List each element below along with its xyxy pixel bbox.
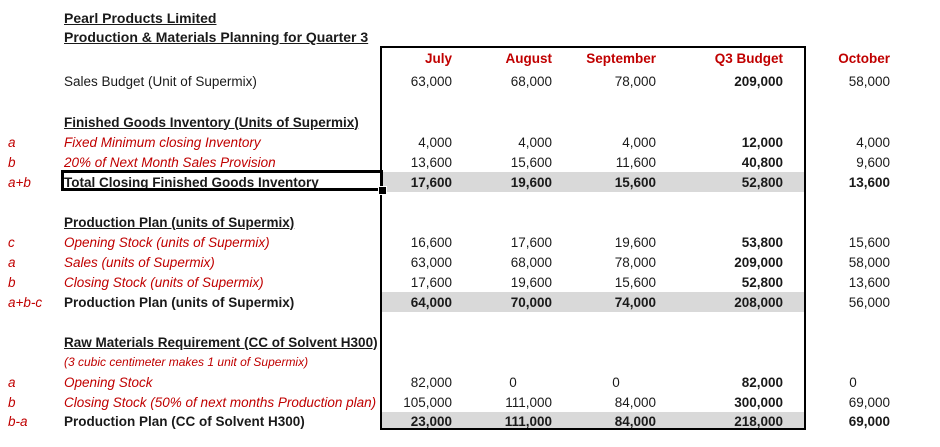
production-plan-section-header[interactable]: Production Plan (units of Supermix) — [64, 214, 295, 230]
cell-pp-b-september[interactable]: 15,600 — [614, 274, 656, 290]
formula-letter[interactable]: b — [8, 274, 16, 290]
pp-opening-stock-label[interactable]: Opening Stock (units of Supermix) — [64, 234, 270, 250]
cell-sales-september[interactable]: 78,000 — [614, 73, 656, 89]
pp-row-a — [0, 252, 940, 272]
pp-total-label[interactable]: Production Plan (units of Supermix) — [64, 294, 295, 310]
cell-rm-a-july[interactable]: 82,000 — [410, 374, 452, 390]
cell-fg-b-september[interactable]: 11,600 — [615, 154, 656, 170]
cell-pp-c-october[interactable]: 15,600 — [848, 234, 890, 250]
cell-rm-total-september[interactable]: 84,000 — [564, 412, 668, 430]
spacer-row — [0, 92, 940, 112]
fg-provision-label[interactable]: 20% of Next Month Sales Provision — [64, 154, 276, 170]
cell-rm-b-september[interactable]: 84,000 — [614, 394, 656, 410]
report-title: Production & Materials Planning for Quarter 3 — [64, 29, 369, 45]
production-plan-header-row — [0, 212, 940, 232]
fg-row-a — [0, 132, 940, 152]
cell-fg-a-july[interactable]: 4,000 — [418, 134, 452, 150]
cell-sales-august[interactable]: 68,000 — [510, 73, 552, 89]
rm-opening-stock-label[interactable]: Opening Stock — [64, 374, 153, 390]
cell-pp-b-august[interactable]: 19,600 — [510, 274, 552, 290]
raw-materials-note-row — [0, 352, 940, 372]
title-row-2 — [0, 28, 940, 46]
cell-pp-c-september[interactable]: 19,600 — [614, 234, 656, 250]
formula-letter[interactable]: c — [8, 234, 15, 250]
cell-rm-total-october[interactable]: 69,000 — [848, 413, 890, 429]
cell-rm-total-july[interactable]: 23,000 — [380, 412, 462, 430]
cell-pp-a-july[interactable]: 63,000 — [410, 254, 452, 270]
column-header-august[interactable]: August — [505, 50, 552, 66]
cell-rm-total-q3[interactable]: 218,000 — [668, 412, 806, 430]
cell-rm-a-q3[interactable]: 82,000 — [741, 374, 783, 390]
cell-fg-b-july[interactable]: 13,600 — [410, 154, 452, 170]
fg-total-label-selected-cell[interactable]: Total Closing Finished Goods Inventory — [64, 174, 319, 190]
cell-pp-total-q3[interactable]: 208,000 — [668, 292, 806, 312]
cell-sales-october[interactable]: 58,000 — [848, 73, 890, 89]
cell-rm-b-q3[interactable]: 300,000 — [734, 394, 783, 410]
column-header-october[interactable]: October — [838, 50, 890, 66]
cell-pp-c-july[interactable]: 16,600 — [410, 234, 452, 250]
rm-total-label[interactable]: Production Plan (CC of Solvent H300) — [64, 413, 305, 429]
pp-row-c — [0, 232, 940, 252]
cell-pp-c-august[interactable]: 17,600 — [510, 234, 552, 250]
column-header-july[interactable]: July — [424, 50, 452, 66]
cell-rm-total-august[interactable]: 111,000 — [462, 412, 564, 430]
finished-goods-section-header[interactable]: Finished Goods Inventory (Units of Supermix) — [64, 114, 359, 130]
cell-fg-a-q3[interactable]: 12,000 — [741, 134, 783, 150]
raw-materials-section-header[interactable]: Raw Materials Requirement (CC of Solvent H300) — [64, 334, 378, 350]
cell-fg-total-october[interactable]: 13,600 — [848, 174, 890, 190]
pp-closing-stock-label[interactable]: Closing Stock (units of Supermix) — [64, 274, 264, 290]
formula-letter[interactable]: a+b-c — [8, 294, 43, 310]
rm-row-b — [0, 392, 940, 412]
fg-total-row — [0, 172, 940, 192]
cell-rm-b-july[interactable]: 105,000 — [403, 394, 452, 410]
column-header-september[interactable]: September — [586, 50, 656, 66]
cell-fg-b-october[interactable]: 9,600 — [856, 154, 890, 170]
column-header-row — [0, 46, 940, 70]
cell-rm-b-october[interactable]: 69,000 — [848, 394, 890, 410]
fg-row-b — [0, 152, 940, 172]
raw-materials-header-row — [0, 332, 940, 352]
cell-fg-b-q3[interactable]: 40,800 — [741, 154, 783, 170]
formula-letter[interactable]: b — [8, 154, 16, 170]
cell-fg-total-q3[interactable]: 52,800 — [668, 172, 806, 192]
cell-pp-total-october[interactable]: 56,000 — [848, 294, 890, 310]
cell-rm-a-august[interactable]: 0 — [509, 374, 517, 390]
cell-pp-a-october[interactable]: 58,000 — [848, 254, 890, 270]
rm-total-row — [0, 412, 940, 430]
formula-letter[interactable]: a — [8, 134, 16, 150]
cell-pp-a-q3[interactable]: 209,000 — [734, 254, 783, 270]
cell-pp-total-september[interactable]: 74,000 — [564, 292, 668, 312]
rm-closing-stock-label[interactable]: Closing Stock (50% of next months Production plan) — [64, 394, 377, 410]
sales-budget-row — [0, 70, 940, 92]
cell-fg-total-august[interactable]: 19,600 — [462, 172, 564, 192]
title-row-1 — [0, 8, 940, 28]
company-title: Pearl Products Limited — [64, 10, 217, 26]
fg-fixed-min-label[interactable]: Fixed Minimum closing Inventory — [64, 134, 261, 150]
cell-pp-total-august[interactable]: 70,000 — [462, 292, 564, 312]
cell-fg-a-august[interactable]: 4,000 — [518, 134, 552, 150]
cell-fg-a-september[interactable]: 4,000 — [622, 134, 656, 150]
pp-row-b — [0, 272, 940, 292]
cell-pp-a-september[interactable]: 78,000 — [614, 254, 656, 270]
pp-sales-label[interactable]: Sales (units of Supermix) — [64, 254, 215, 270]
spacer-row — [0, 192, 940, 212]
cell-pp-c-q3[interactable]: 53,800 — [741, 234, 783, 250]
cell-fg-b-august[interactable]: 15,600 — [510, 154, 552, 170]
cell-fg-total-july[interactable]: 17,600 — [380, 172, 462, 192]
spacer-row — [0, 312, 940, 332]
cell-rm-a-october[interactable]: 0 — [849, 374, 857, 390]
cell-pp-b-q3[interactable]: 52,800 — [741, 274, 783, 290]
pp-total-row — [0, 292, 940, 312]
rm-row-a — [0, 372, 940, 392]
formula-letter[interactable]: a — [8, 254, 16, 270]
finished-goods-header-row — [0, 112, 940, 132]
cell-pp-total-july[interactable]: 64,000 — [380, 292, 462, 312]
column-header-q3-budget[interactable]: Q3 Budget — [714, 50, 783, 66]
cell-rm-b-august[interactable]: 111,000 — [505, 394, 552, 410]
raw-materials-conversion-note[interactable]: (3 cubic centimeter makes 1 unit of Supermix) — [64, 355, 309, 369]
cell-fg-a-october[interactable]: 4,000 — [856, 134, 890, 150]
cell-sales-july[interactable]: 63,000 — [410, 73, 452, 89]
cell-pp-b-october[interactable]: 13,600 — [848, 274, 890, 290]
cell-rm-a-september[interactable]: 0 — [612, 374, 620, 390]
formula-letter[interactable]: b — [8, 394, 16, 410]
sales-budget-label[interactable]: Sales Budget (Unit of Supermix) — [64, 73, 257, 89]
cell-pp-b-july[interactable]: 17,600 — [410, 274, 452, 290]
formula-letter[interactable]: a+b — [8, 174, 31, 190]
cell-sales-q3[interactable]: 209,000 — [734, 73, 783, 89]
cell-fg-total-september[interactable]: 15,600 — [564, 172, 668, 192]
formula-letter[interactable]: a — [8, 374, 16, 390]
formula-letter[interactable]: b-a — [8, 413, 28, 429]
cell-pp-a-august[interactable]: 68,000 — [510, 254, 552, 270]
